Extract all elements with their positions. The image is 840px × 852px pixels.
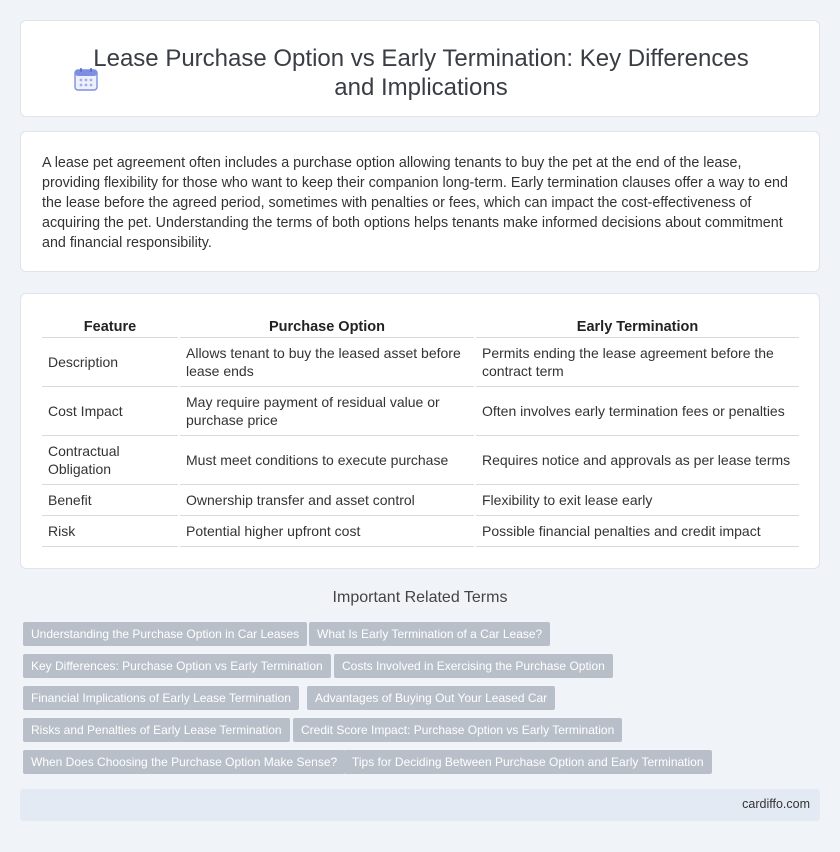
table-header-row bbox=[42, 315, 799, 337]
related-term-link[interactable]: Tips for Deciding Between Purchase Option and Early Termination bbox=[344, 750, 712, 774]
feature-cell: Benefit bbox=[42, 484, 179, 515]
intro-paragraph: A lease pet agreement often includes a purchase option allowing tenants to buy the pet at the end of the lease, providing flexibility for those who want to keep their companion long-term. Early termination clauses offer a way to end the lease before the agreed period, sometimes with penalties or fees, which can impact the cost-effectiveness of acquiring the pet. Understanding the terms of both options helps tenants make informed decisions about commitment and financial responsibility. bbox=[42, 155, 788, 251]
purchase-option-cell: Must meet conditions to execute purchase bbox=[179, 435, 475, 484]
related-term-link[interactable]: Costs Involved in Exercising the Purchase Option bbox=[334, 654, 613, 678]
table-row bbox=[42, 386, 799, 435]
comparison-table bbox=[42, 315, 799, 547]
early-termination-cell: Often involves early termination fees or penalties bbox=[475, 386, 799, 435]
feature-cell: Description bbox=[42, 337, 179, 386]
intro-card bbox=[20, 131, 820, 272]
table-row bbox=[42, 515, 799, 546]
early-termination-cell: Requires notice and approvals as per lease terms bbox=[475, 435, 799, 484]
related-term-link[interactable]: Advantages of Buying Out Your Leased Car bbox=[307, 686, 555, 710]
related-terms-heading: Important Related Terms bbox=[332, 589, 508, 606]
early-termination-cell: Possible financial penalties and credit impact bbox=[475, 515, 799, 546]
related-term-link[interactable]: Understanding the Purchase Option in Car Leases bbox=[23, 622, 307, 646]
header-early-termination: Early Termination bbox=[475, 315, 799, 337]
table-row bbox=[42, 484, 799, 515]
title-card bbox=[20, 20, 820, 117]
header-feature: Feature bbox=[42, 315, 179, 337]
related-term-link[interactable]: Credit Score Impact: Purchase Option vs Early Termination bbox=[293, 718, 622, 742]
feature-cell: Contractual Obligation bbox=[42, 435, 179, 484]
purchase-option-cell: Allows tenant to buy the leased asset before lease ends bbox=[179, 337, 475, 386]
header-purchase-option: Purchase Option bbox=[179, 315, 475, 337]
footer-site-name: cardiffo.com bbox=[742, 797, 810, 811]
purchase-option-cell: Potential higher upfront cost bbox=[179, 515, 475, 546]
table-row bbox=[42, 337, 799, 386]
related-term-link[interactable]: Key Differences: Purchase Option vs Early Termination bbox=[23, 654, 331, 678]
purchase-option-cell: May require payment of residual value or purchase price bbox=[179, 386, 475, 435]
feature-cell: Risk bbox=[42, 515, 179, 546]
related-term-link[interactable]: Financial Implications of Early Lease Termination bbox=[23, 686, 299, 710]
related-term-link[interactable]: When Does Choosing the Purchase Option Make Sense? bbox=[23, 750, 345, 774]
comparison-card bbox=[20, 293, 820, 569]
early-termination-cell: Permits ending the lease agreement before the contract term bbox=[475, 337, 799, 386]
footer bbox=[20, 789, 820, 821]
related-term-link[interactable]: What Is Early Termination of a Car Lease? bbox=[309, 622, 550, 646]
purchase-option-cell: Ownership transfer and asset control bbox=[179, 484, 475, 515]
page-title: Lease Purchase Option vs Early Termination: Key Differences and Implications bbox=[93, 45, 749, 101]
related-term-link[interactable]: Risks and Penalties of Early Lease Termination bbox=[23, 718, 290, 742]
feature-cell: Cost Impact bbox=[42, 386, 179, 435]
early-termination-cell: Flexibility to exit lease early bbox=[475, 484, 799, 515]
table-row bbox=[42, 435, 799, 484]
